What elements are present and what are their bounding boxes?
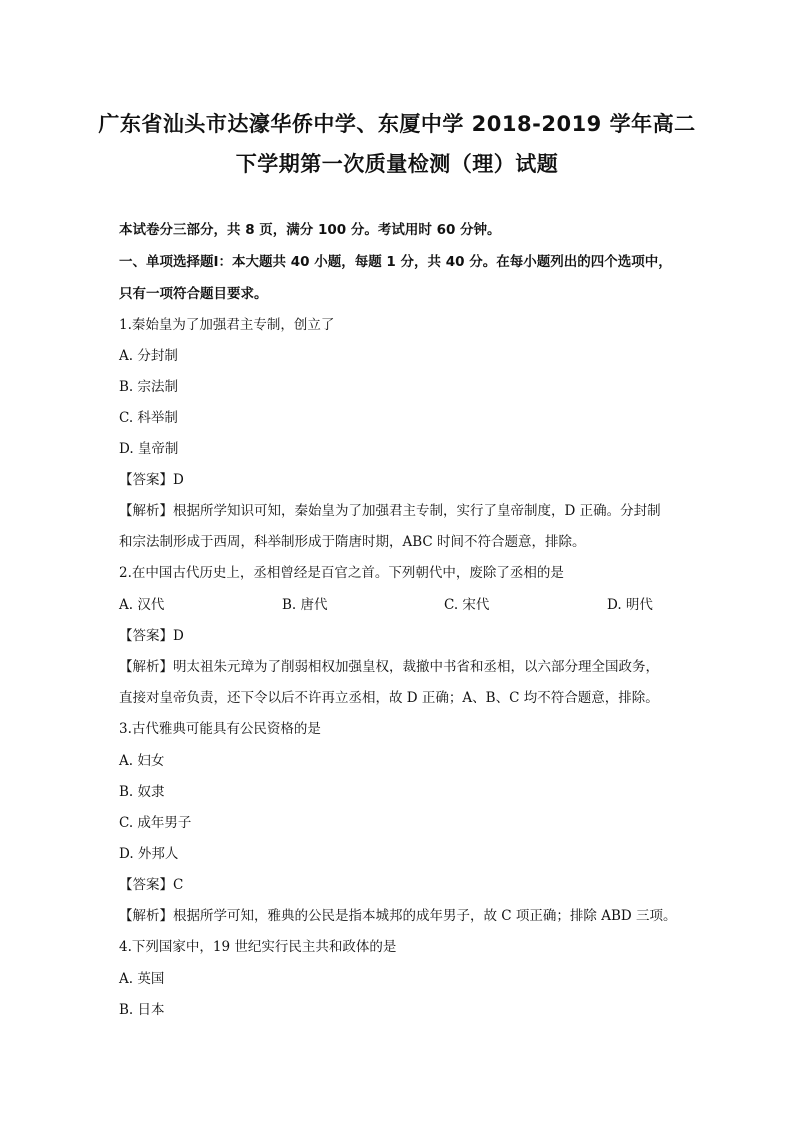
question-1-analysis-line-1: 【解析】根据所学知识可知，秦始皇为了加强君主专制，实行了皇帝制度，D 正确。分封制 <box>119 503 661 519</box>
question-3-analysis-line-1: 【解析】根据所学可知，雅典的公民是指本城邦的成年男子，故 C 项正确；排除 ABD 三项。 <box>119 908 677 924</box>
question-2-analysis-line-1: 【解析】明太祖朱元璋为了削弱相权加强皇权，裁撤中书省和丞相，以六部分理全国政务， <box>119 659 659 675</box>
question-4-stem: 4.下列国家中，19 世纪实行民主共和政体的是 <box>119 939 397 955</box>
question-2-stem: 2.在中国古代历史上，丞相曾经是百官之首。下列朝代中，废除了丞相的是 <box>119 565 564 581</box>
question-2-option-a: A. 汉代 <box>119 597 165 613</box>
question-2-option-c: C. 宋代 <box>444 597 490 613</box>
question-1-option-a: A. 分封制 <box>119 348 178 364</box>
question-1-answer: 【答案】D <box>119 472 184 488</box>
question-2-answer: 【答案】D <box>119 628 184 644</box>
question-1-analysis-line-2: 和宗法制形成于西周，科举制形成于隋唐时期，ABC 时间不符合题意，排除。 <box>119 534 586 550</box>
question-2-option-b: B. 唐代 <box>282 597 328 613</box>
section-1-instruction-line-1: 一、单项选择题Ⅰ：本大题共 40 小题，每题 1 分，共 40 分。在每小题列出的四个选项中， <box>119 254 672 270</box>
question-3-option-b: B. 奴隶 <box>119 784 165 800</box>
section-1-instruction-line-2: 只有一项符合题目要求。 <box>119 286 268 302</box>
question-2-analysis-line-2: 直接对皇帝负责，还下令以后不许再立丞相，故 D 正确；A、B、C 均不符合题意，排除。 <box>119 690 659 706</box>
question-3-option-c: C. 成年男子 <box>119 815 192 831</box>
question-3-option-d: D. 外邦人 <box>119 846 179 862</box>
question-3-option-a: A. 妇女 <box>119 753 165 769</box>
question-3-stem: 3.古代雅典可能具有公民资格的是 <box>119 721 321 737</box>
question-4-option-b: B. 日本 <box>119 1002 165 1018</box>
question-3-answer: 【答案】C <box>119 877 184 893</box>
question-2-option-d: D. 明代 <box>607 597 653 613</box>
exam-intro: 本试卷分三部分，共 8 页，满分 100 分。考试用时 60 分钟。 <box>119 222 501 238</box>
question-1-option-c: C. 科举制 <box>119 410 178 426</box>
question-4-option-a: A. 英国 <box>119 971 165 987</box>
question-1-stem: 1.秦始皇为了加强君主专制，创立了 <box>119 317 335 333</box>
question-1-option-d: D. 皇帝制 <box>119 441 179 457</box>
document-title-line-1: 广东省汕头市达濠华侨中学、东厦中学 2018-2019 学年高二 <box>98 112 696 136</box>
document-title-line-2: 下学期第一次质量检测（理）试题 <box>235 152 559 176</box>
question-1-option-b: B. 宗法制 <box>119 379 179 395</box>
